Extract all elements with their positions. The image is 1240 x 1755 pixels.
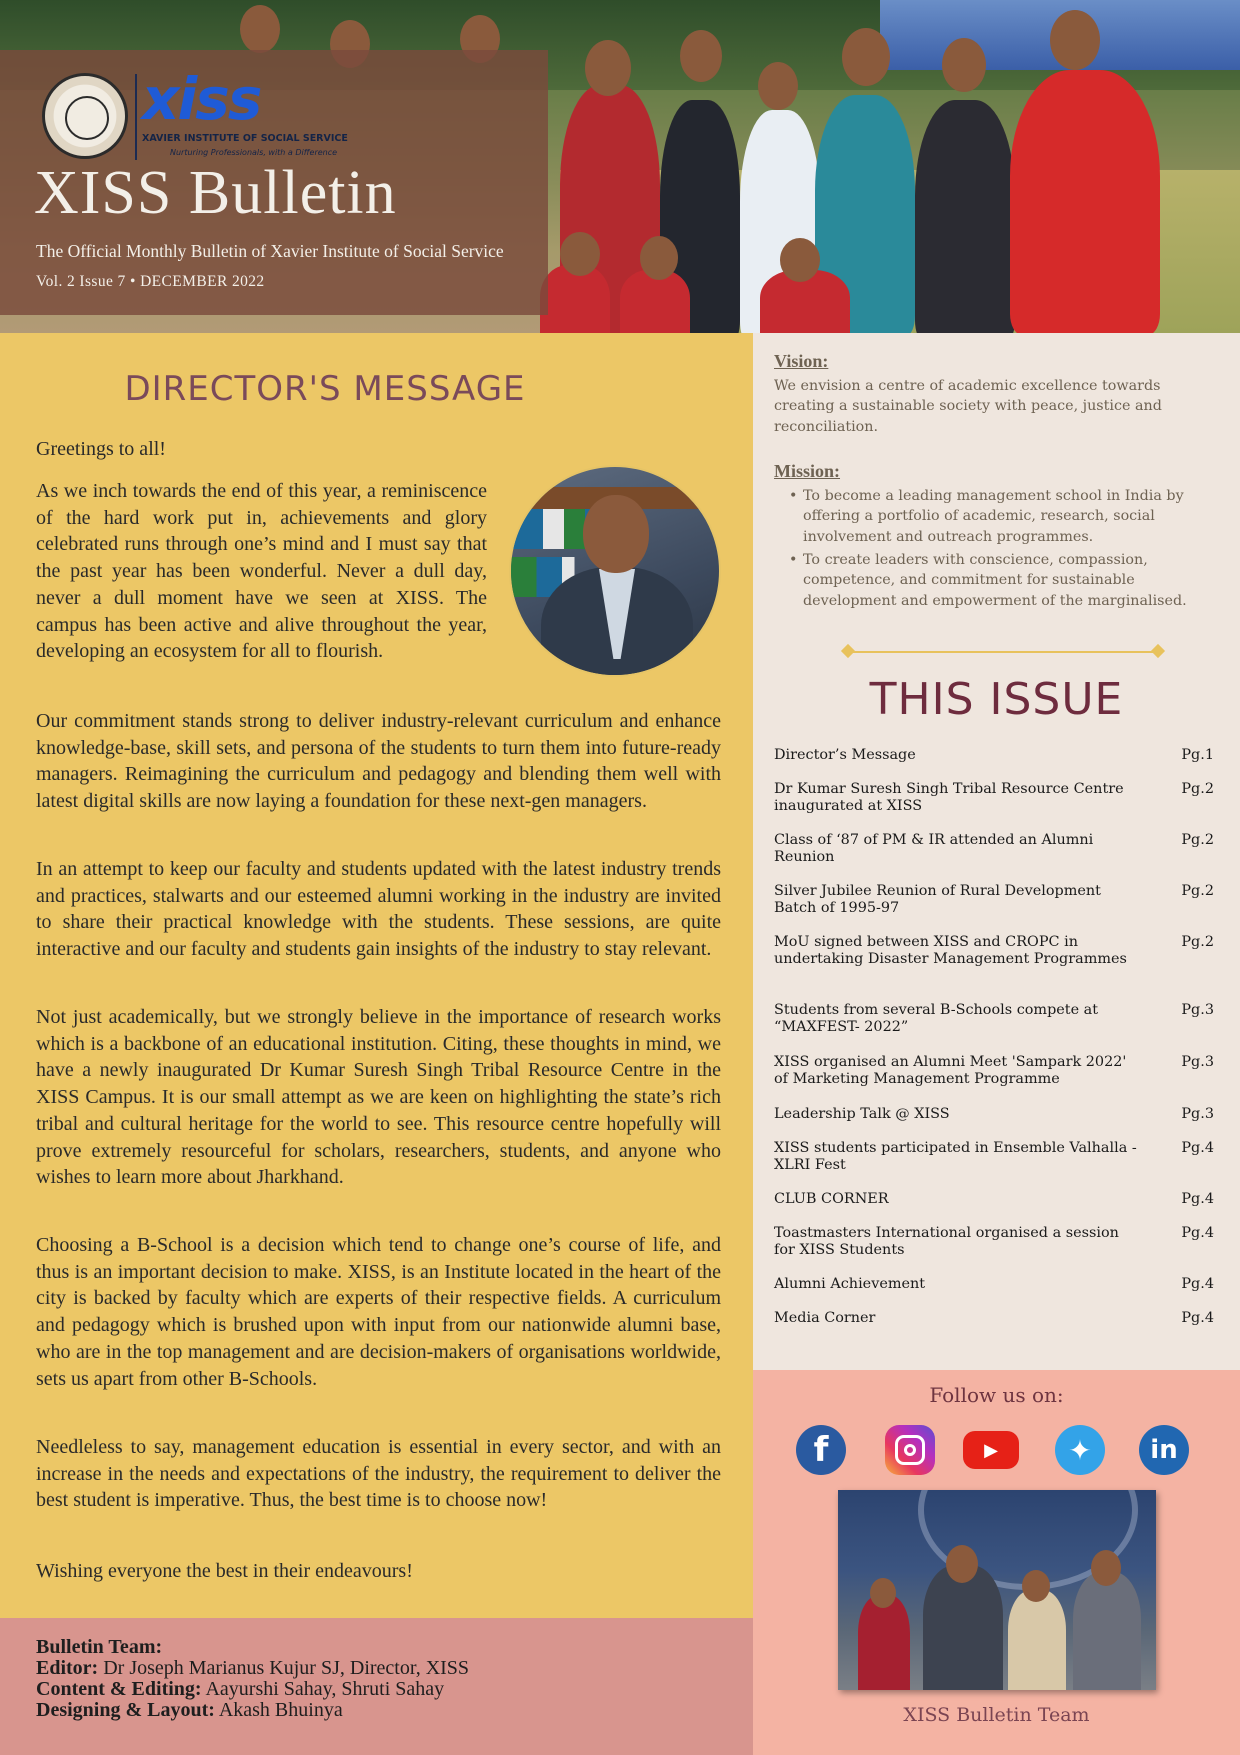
issue-info: Vol. 2 Issue 7 • DECEMBER 2022 xyxy=(36,273,265,290)
toc-item[interactable]: Students from several B-Schools compete at “MAXFEST- 2022” Pg.3 xyxy=(774,1002,1214,1035)
director-photo xyxy=(509,465,721,677)
team-heading: Bulletin Team: xyxy=(36,1636,163,1658)
message-paragraph: Greetings to all! xyxy=(36,438,166,460)
toc-item[interactable]: Leadership Talk @ XISS Pg.3 xyxy=(774,1106,1214,1122)
header-banner xyxy=(0,0,1240,333)
follow-us-heading: Follow us on: xyxy=(929,1383,1064,1407)
message-paragraph: Wishing everyone the best in their endeavours! xyxy=(36,1560,413,1582)
divider-diamond xyxy=(841,644,855,658)
toc-item[interactable]: Toastmasters International organised a session for XISS Students Pg.4 xyxy=(774,1225,1214,1258)
mission-item: • To create leaders with conscience, compassion, competence, and commitment for sustainable development and empowerment of the marginalised. xyxy=(803,550,1228,611)
logo-divider xyxy=(135,74,137,160)
team-photo-caption: XISS Bulletin Team xyxy=(903,1704,1090,1726)
message-paragraph: Needleless to say, management education is essential in every sector, and with an increase in the needs and expectations of the industry, the requirement to deliver the best student is imperative. Thus, the best time is to choose now! xyxy=(36,1436,721,1512)
sidebar-panel xyxy=(753,333,1240,1370)
message-paragraph: In an attempt to keep our faculty and students updated with the latest industry trends and practices, stalwarts and our esteemed alumni working in the industry are invited to share their practical knowledge with the students. These sessions, are quite interactive and our faculty and students gain insights of the industry to stay relevant. xyxy=(36,858,721,961)
bulletin-team-footer xyxy=(0,1618,753,1755)
toc-item[interactable]: Alumni Achievement Pg.4 xyxy=(774,1276,1214,1292)
toc-item[interactable]: CLUB CORNER Pg.4 xyxy=(774,1191,1214,1207)
twitter-icon[interactable]: ✦ xyxy=(1055,1425,1105,1475)
message-paragraph: Our commitment stands strong to deliver industry-relevant curriculum and enhance knowledge-base, skill sets, and persona of the students to turn them into future-ready managers. Reimagining the curriculum and pedagogy and blending them well with latest digital skills are now laying a foundation for these next-gen managers. xyxy=(36,710,721,813)
xiss-logo: xiss xyxy=(142,65,261,133)
logo-tagline: Nurturing Professionals, with a Difference xyxy=(170,148,338,157)
toc-item[interactable]: Silver Jubilee Reunion of Rural Development Batch of 1995-97 Pg.2 xyxy=(774,883,1214,916)
toc-item[interactable]: Dr Kumar Suresh Singh Tribal Resource Centre inaugurated at XISS Pg.2 xyxy=(774,781,1214,814)
vision-heading: Vision: xyxy=(774,351,829,371)
follow-us-section xyxy=(753,1370,1240,1755)
bulletin-title: XISS Bulletin xyxy=(34,159,397,227)
mission-item: • To become a leading management school in India by offering a portfolio of academic, research, social involvement and outreach programmes. xyxy=(803,486,1228,547)
toc-item[interactable]: Media Corner Pg.4 xyxy=(774,1310,1214,1326)
instagram-icon[interactable] xyxy=(885,1425,935,1475)
youtube-icon[interactable]: ▶ xyxy=(963,1431,1019,1469)
section-divider xyxy=(848,651,1158,653)
this-issue-heading: THIS ISSUE xyxy=(869,674,1124,725)
message-paragraph: Not just academically, but we strongly believe in the importance of research works which is a backbone of an educational institution. Citing, these thoughts in mind, we have a newly inaugurated Dr Kumar Suresh Singh Tribal Resource Centre in the XISS Campus. It is our small attempt as we are keen on highlighting the state’s rich tribal and cultural heritage for the world to see. This resource centre hopefully will prove extremely resourceful for scholars, researchers, students, and anyone who wishes to learn more about Jharkhand. xyxy=(36,1006,721,1189)
directors-message-heading: DIRECTOR'S MESSAGE xyxy=(124,369,526,409)
message-paragraph: Choosing a B-School is a decision which tend to change one’s course of life, and thus is an important decision to make. XISS, is an Institute located in the heart of the city is backed by faculty which are experts of their respective fields. A curriculum and pedagogy which is brushed upon with input from our nationwide alumni base, who are in the top management and are decision-makers of organisations worldwide, sets us apart from other B-Schools. xyxy=(36,1234,721,1390)
toc-item[interactable]: MoU signed between XISS and CROPC in undertaking Disaster Management Programmes Pg.2 xyxy=(774,934,1214,967)
divider-diamond xyxy=(1151,644,1165,658)
message-paragraph: As we inch towards the end of this year, a reminiscence of the hard work put in, achievements and glory celebrated runs through one’s mind and I must say that the past year has been wonderful. Never a dull day, never a dull moment have we seen at XISS. The campus has been active and alive throughout the year, developing an ecosystem for all to flourish. xyxy=(36,480,487,663)
directors-message-section xyxy=(0,333,753,1618)
toc-item[interactable]: XISS students participated in Ensemble Valhalla - XLRI Fest Pg.4 xyxy=(774,1140,1214,1173)
facebook-icon[interactable]: f xyxy=(796,1425,846,1475)
toc-item[interactable]: Class of ‘87 of PM & IR attended an Alumni Reunion Pg.2 xyxy=(774,832,1214,865)
mission-heading: Mission: xyxy=(774,461,841,481)
bulletin-subtitle: The Official Monthly Bulletin of Xavier Institute of Social Service xyxy=(36,241,504,261)
team-content: Content & Editing: Aayurshi Sahay, Shruti Sahay xyxy=(36,1678,445,1700)
toc-item[interactable]: Director’s Message Pg.1 xyxy=(774,747,1214,763)
linkedin-icon[interactable]: in xyxy=(1139,1425,1189,1475)
toc-item[interactable]: XISS organised an Alumni Meet 'Sampark 2022' of Marketing Management Programme Pg.3 xyxy=(774,1054,1214,1087)
team-design: Designing & Layout: Akash Bhuinya xyxy=(36,1699,343,1721)
team-photo xyxy=(838,1490,1156,1690)
institute-seal-logo xyxy=(42,73,128,159)
team-editor: Editor: Dr Joseph Marianus Kujur SJ, Director, XISS xyxy=(36,1657,470,1679)
logo-subtitle: XAVIER INSTITUTE OF SOCIAL SERVICE xyxy=(142,133,348,144)
vision-text: We envision a centre of academic excellence towards creating a sustainable society with peace, justice and reconciliation. xyxy=(774,378,1162,435)
